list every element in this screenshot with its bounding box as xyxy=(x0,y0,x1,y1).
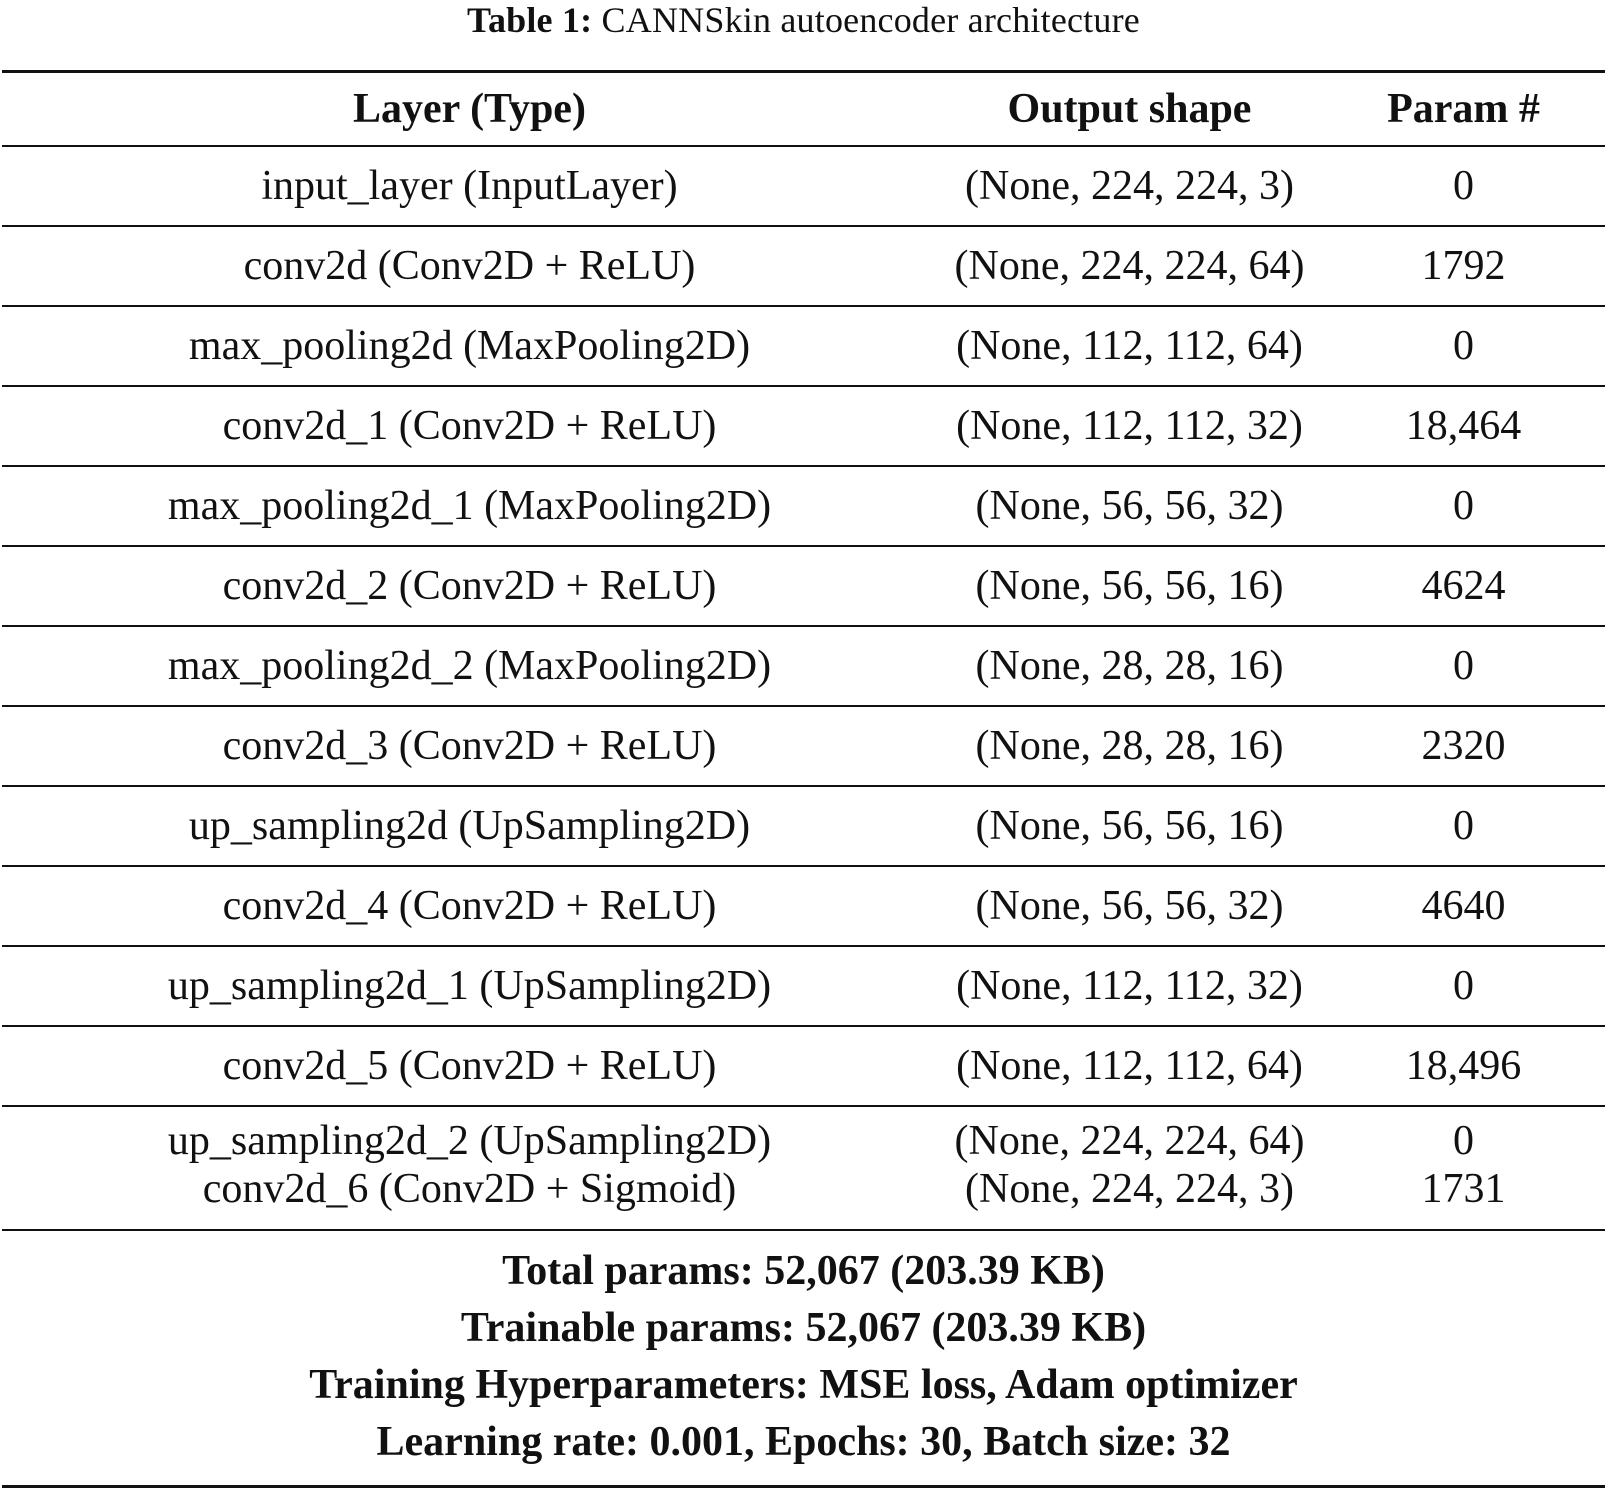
param-cell: 1731 xyxy=(1421,1166,1506,1212)
param-cell: 0 xyxy=(1453,803,1474,849)
table-row xyxy=(2,226,1605,306)
layer-cell: input_layer (InputLayer) xyxy=(261,163,678,209)
output-shape-cell: (None, 56, 56, 16) xyxy=(975,803,1284,849)
table-row xyxy=(2,866,1605,946)
table-caption-text: CANNSkin autoencoder architecture xyxy=(601,0,1140,40)
output-shape-cell: (None, 112, 112, 64) xyxy=(956,1043,1303,1089)
learning-rate-line: Learning rate: 0.001, Epochs: 30, Batch size: 32 xyxy=(376,1419,1231,1465)
param-cell: 1792 xyxy=(1421,243,1506,289)
layer-cell: conv2d_5 (Conv2D + ReLU) xyxy=(222,1043,717,1089)
param-cell: 0 xyxy=(1453,643,1474,689)
layer-cell: max_pooling2d_1 (MaxPooling2D) xyxy=(167,483,772,529)
param-cell: 2320 xyxy=(1421,723,1506,769)
output-shape-cell: (None, 28, 28, 16) xyxy=(975,723,1284,769)
table-row xyxy=(2,1106,1605,1165)
param-cell: 0 xyxy=(1453,323,1474,369)
table-caption-label: Table 1: xyxy=(467,0,593,40)
summary-cell xyxy=(2,1230,1605,1487)
param-cell: 0 xyxy=(1453,483,1474,529)
output-shape-cell: (None, 56, 56, 32) xyxy=(975,483,1284,529)
layer-cell: up_sampling2d_1 (UpSampling2D) xyxy=(167,963,772,1009)
table-header-row xyxy=(2,72,1605,147)
header-param-count: Param # xyxy=(1387,86,1540,132)
layer-cell: up_sampling2d_2 (UpSampling2D) xyxy=(167,1118,772,1164)
table-row xyxy=(2,706,1605,786)
table-row xyxy=(2,386,1605,466)
layer-cell: conv2d_6 (Conv2D + Sigmoid) xyxy=(202,1166,737,1212)
layer-cell: conv2d_3 (Conv2D + ReLU) xyxy=(222,723,717,769)
output-shape-cell: (None, 224, 224, 3) xyxy=(965,163,1294,209)
layer-cell: conv2d_2 (Conv2D + ReLU) xyxy=(222,563,717,609)
table-row xyxy=(2,546,1605,626)
table-row xyxy=(2,466,1605,546)
output-shape-cell: (None, 224, 224, 64) xyxy=(954,243,1305,289)
architecture-table xyxy=(2,70,1605,1488)
output-shape-cell: (None, 224, 224, 64) xyxy=(954,1118,1305,1164)
param-cell: 4640 xyxy=(1421,883,1506,929)
output-shape-cell: (None, 56, 56, 32) xyxy=(975,883,1284,929)
table-summary-row xyxy=(2,1230,1605,1487)
table-row xyxy=(2,946,1605,1026)
layer-cell: conv2d (Conv2D + ReLU) xyxy=(243,243,696,289)
output-shape-cell: (None, 112, 112, 32) xyxy=(956,403,1303,449)
param-cell: 4624 xyxy=(1421,563,1506,609)
table-row xyxy=(2,146,1605,226)
header-layer-type: Layer (Type) xyxy=(353,86,586,132)
table-row xyxy=(2,1165,1605,1230)
output-shape-cell: (None, 56, 56, 16) xyxy=(975,563,1284,609)
trainable-params-line: Trainable params: 52,067 (203.39 KB) xyxy=(460,1305,1147,1351)
layer-cell: conv2d_4 (Conv2D + ReLU) xyxy=(222,883,717,929)
layer-cell: up_sampling2d (UpSampling2D) xyxy=(188,803,751,849)
table-row xyxy=(2,786,1605,866)
param-cell: 0 xyxy=(1453,1118,1474,1164)
param-cell: 0 xyxy=(1453,963,1474,1009)
table-row xyxy=(2,1026,1605,1106)
table-row xyxy=(2,306,1605,386)
layer-cell: conv2d_1 (Conv2D + ReLU) xyxy=(222,403,717,449)
table-caption xyxy=(2,0,1605,52)
output-shape-cell: (None, 112, 112, 32) xyxy=(956,963,1303,1009)
header-output-shape: Output shape xyxy=(1007,86,1252,132)
param-cell: 18,464 xyxy=(1405,403,1522,449)
training-hyperparameters-line: Training Hyperparameters: MSE loss, Adam optimizer xyxy=(309,1362,1298,1408)
output-shape-cell: (None, 224, 224, 3) xyxy=(965,1166,1294,1212)
output-shape-cell: (None, 28, 28, 16) xyxy=(975,643,1284,689)
layer-cell: max_pooling2d_2 (MaxPooling2D) xyxy=(167,643,772,689)
table-row xyxy=(2,626,1605,706)
param-cell: 0 xyxy=(1453,163,1474,209)
output-shape-cell: (None, 112, 112, 64) xyxy=(956,323,1303,369)
total-params-line: Total params: 52,067 (203.39 KB) xyxy=(502,1248,1105,1294)
param-cell: 18,496 xyxy=(1405,1043,1522,1089)
layer-cell: max_pooling2d (MaxPooling2D) xyxy=(188,323,751,369)
